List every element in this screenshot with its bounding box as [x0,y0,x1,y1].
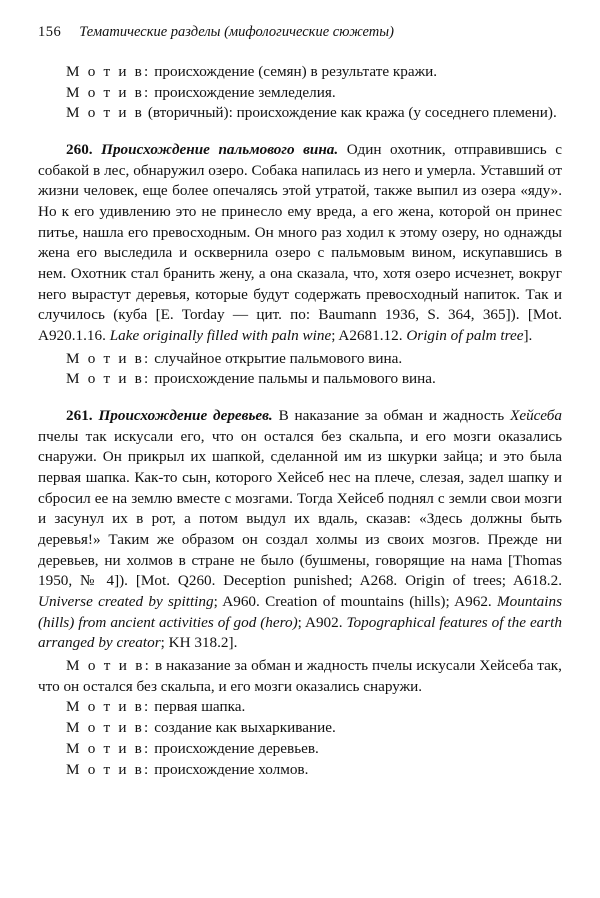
motif-label: М о т и в: [66,739,151,757]
entry-title: Происхождение деревьев. [98,407,273,425]
motif-line [38,760,562,781]
motif-line [38,656,562,697]
motif-line [38,349,562,370]
motif-line [38,697,562,718]
entry-body-italic-name: Хейсеба [510,407,562,425]
entry-number: 261. [66,407,93,425]
entry-body: ; A2681.12. [331,327,407,345]
entry-body-italic: Origin of palm tree [406,327,524,345]
motif-label: М о т и в: [66,63,151,80]
motif-label: М о т и в: [66,83,151,101]
entry-title: Происхождение пальмового вина. [101,141,339,159]
motif-label: М о т и в: [66,698,151,716]
entry-body: Один охотник, отправившись с собакой в лес, обнаружил озеро. Собака напилась из него и умерла. Уставший от жизни человек, еще более опечалясь этой утратой, также выпил из озера «яду». Но к его удивлению это не принесло ему вреда, а его жена, которой он принес питье, нашла его превосходным. Он много раз ходил к этому озеру, но однажды жена его выследила и осквернила озеро с пальмовым вином, искупавшись в нем. Охотник стал бранить жену, а она сказала, что, хотя озеро исчезнет, вокруг него вырастут деревья, которые будут содержать превосходный напиток. Так и случилось (куба [E. Torday — цит. по: Baumann 1936, S. 364, 365]). [Mot. A920.1.16. [38,141,563,345]
motif-line [38,62,562,83]
entry-261 [38,406,562,654]
motif-text: в наказание за обман и жадность пчелы искусали Хейсеба так, что он остался без скальпа, и его мозги оказались снаружи. [38,657,562,695]
motif-text: происхождение пальмы и пальмового вина. [150,370,436,388]
entry-body-italic: Lake originally filled with paln wine [109,327,332,345]
entry-body-italic: Universe created by spitting [38,593,214,611]
motif-text: создание как выхаркивание. [150,719,336,737]
motif-label: М о т и в: [66,349,151,367]
motif-line [38,369,562,390]
entry-body: ; KH 318.2]. [160,634,238,652]
entry-body: В наказание за обман и жадность [272,407,511,425]
entry-body-italic: Mountains (hills) from ancient activities of god (hero) [38,593,562,631]
page-number: 156 [38,24,62,40]
motif-line [38,103,562,124]
motif-line [38,718,562,739]
entry-number: 260. [66,141,93,159]
motif-label: М о т и в: [66,719,151,737]
motif-label: М о т и в: [66,760,151,778]
entry-body: ; A902. [297,613,347,631]
motif-label: М о т и в: [66,370,151,388]
entry-body: ; A960. Creation of mountains (hills); A962. [213,593,498,611]
motif-line [38,83,562,104]
entry-body-italic: Topographical features of the earth arranged by creator [38,613,563,652]
motif-text: первая шапка. [150,698,246,716]
motif-text: происхождение (семян) в результате кражи. [150,63,438,80]
motif-line [38,739,562,760]
motif-text: происхождение земледелия. [150,83,336,101]
motif-text: происхождение деревьев. [150,739,319,757]
running-title: Тематические разделы (мифологические сюжеты) [79,24,394,40]
entry-260 [38,140,562,347]
page-body [38,62,562,780]
motif-text: (вторичный): происхождение как кража (у соседнего племени). [144,104,557,122]
entry-body: ]. [523,327,533,345]
motif-text: происхождение холмов. [150,760,309,778]
page-header [38,24,562,41]
motif-label: М о т и в [66,104,145,122]
motif-label: М о т и в: [66,657,152,675]
entry-body: пчелы так искусали его, что он остался без скальпа, и его мозги оказались снаружи. Он прикрыл их шапкой, сделанной им из шкурки зайца; и это была первая шапка. Как-то сын, которого Хейсеб нес на плече, слезая, задел шапку и сбросил ее на землю вместе с мозгами. Тогда Хейсеб поднял с земли свои мозги и засунул их в рот, а потом выдул их вдаль, сказав: «Здесь должны быть деревья!» Таким же образом он создал холмы из своих мозгов. Прежде ни деревьев, ни холмов в стране не было (бушмены, говорящие на нама [Thomas 1950, № 4]). [Mot. Q260. Deception punished; A268. Origin of trees; A618.2. [38,427,562,590]
motif-text: случайное открытие пальмового вина. [150,349,403,367]
